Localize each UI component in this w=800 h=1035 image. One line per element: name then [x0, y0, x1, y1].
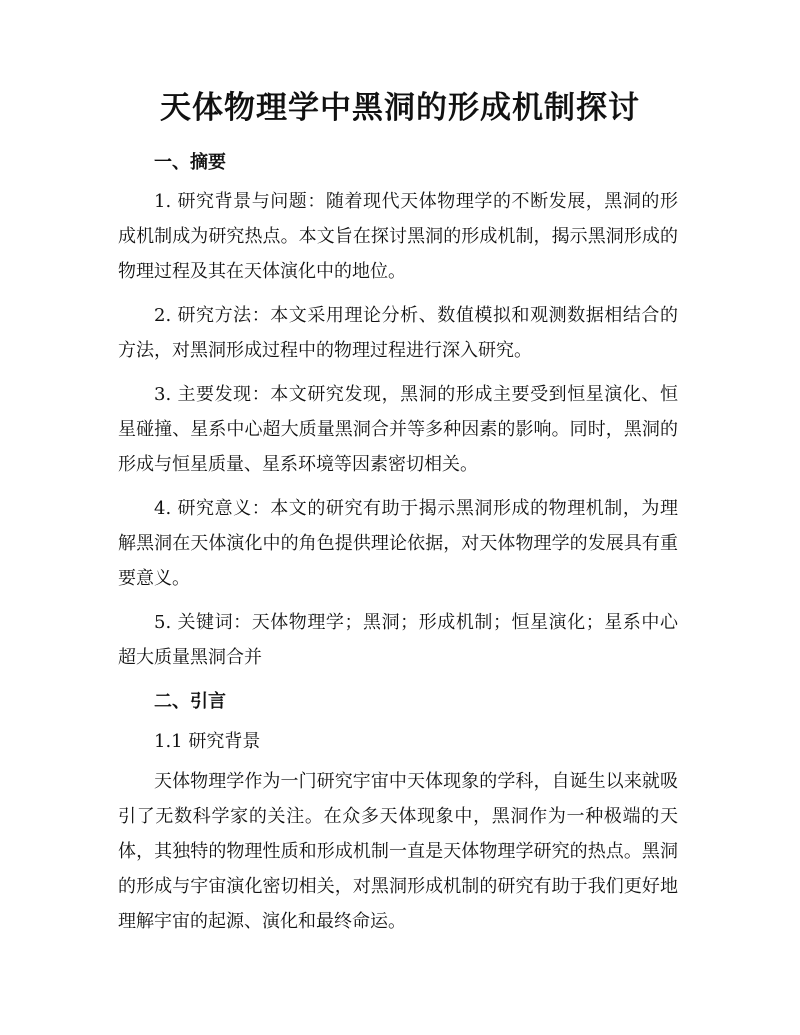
abstract-item-1: 1. 研究背景与问题：随着现代天体物理学的不断发展，黑洞的形成机制成为研究热点。本文旨在探讨黑洞的形成机制，揭示黑洞形成的物理过程及其在天体演化中的地位。 [118, 191, 678, 282]
background-heading: 1.1 研究背景 [154, 731, 261, 752]
abstract-item-4: 4. 研究意义：本文的研究有助于揭示黑洞形成的物理机制，为理解黑洞在天体演化中的角色提供理论依据，对天体物理学的发展具有重要意义。 [118, 498, 678, 589]
abstract-item-2: 2. 研究方法：本文采用理论分析、数值模拟和观测数据相结合的方法，对黑洞形成过程中的物理过程进行深入研究。 [118, 305, 678, 361]
background-paragraph: 天体物理学作为一门研究宇宙中天体现象的学科，自诞生以来就吸引了无数科学家的关注。在众多天体现象中，黑洞作为一种极端的天体，其独特的物理性质和形成机制一直是天体物理学研究的热点。黑洞的形成与宇宙演化密切相关，对黑洞形成机制的研究有助于我们更好地理解宇宙的起源、演化和最终命运。 [118, 771, 678, 932]
abstract-item-5: 5. 关键词：天体物理学；黑洞；形成机制；恒星演化；星系中心超大质量黑洞合并 [118, 612, 678, 668]
document-body [118, 145, 678, 939]
intro-heading: 二、引言 [154, 691, 226, 712]
abstract-item-3: 3. 主要发现：本文研究发现，黑洞的形成主要受到恒星演化、恒星碰撞、星系中心超大质量黑洞合并等多种因素的影响。同时，黑洞的形成与恒星质量、星系环境等因素密切相关。 [118, 384, 678, 475]
abstract-heading: 一、摘要 [154, 152, 226, 173]
document-title: 天体物理学中黑洞的形成机制探讨 [160, 90, 640, 126]
